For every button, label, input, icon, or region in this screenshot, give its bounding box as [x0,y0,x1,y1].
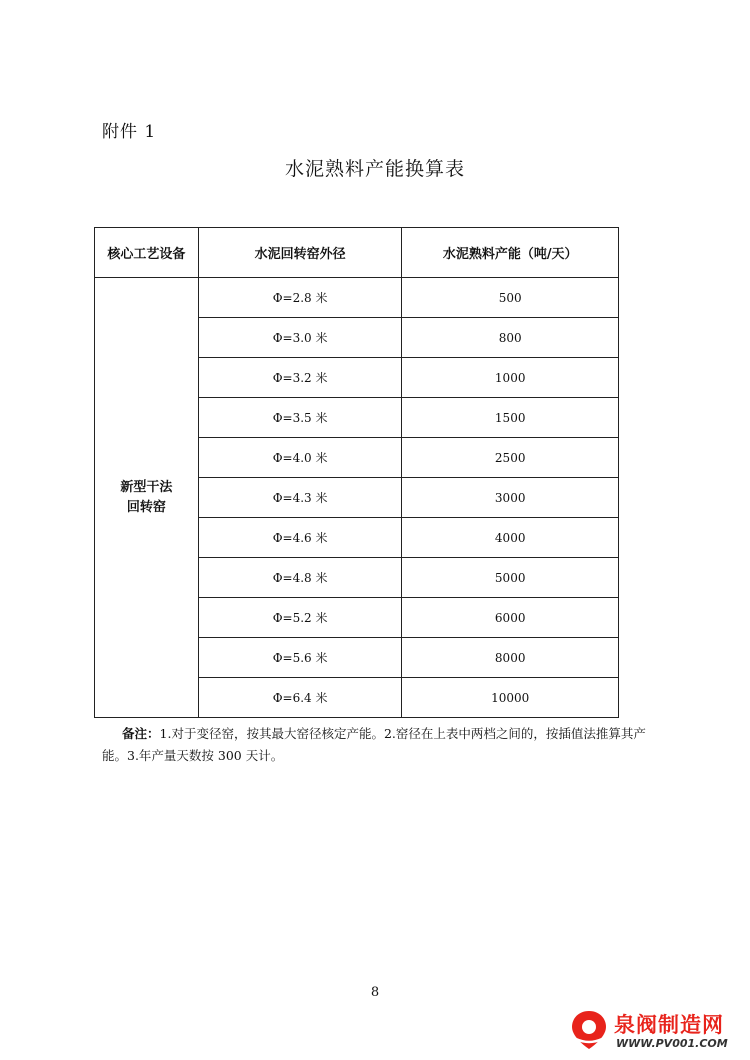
kiln-diameter-cell: Φ=3.2 米 [198,358,402,398]
capacity-cell: 500 [402,278,619,318]
table-body [95,278,619,718]
page-number: 8 [370,985,380,1000]
note-text: 1.对于变径窑，按其最大窑径核定产能。2.窑径在上表中两档之间的，按插值法推算其产能。3.年产量天数按 300 天计。 [102,726,646,763]
capacity-cell: 10000 [402,678,619,718]
capacity-cell: 2500 [402,438,619,478]
note-label: 备注： [122,726,160,741]
kiln-diameter-cell: Φ=3.0 米 [198,318,402,358]
attachment-label: 附件 1 [102,122,157,142]
kiln-diameter-cell: Φ=6.4 米 [198,678,402,718]
kiln-diameter-cell: Φ=4.6 米 [198,518,402,558]
capacity-cell: 1000 [402,358,619,398]
header-equipment: 核心工艺设备 [95,228,199,278]
kiln-diameter-cell: Φ=4.0 米 [198,438,402,478]
kiln-diameter-cell: Φ=5.2 米 [198,598,402,638]
watermark-brand-name: 泉阀制造网 [614,1013,724,1037]
watermark-url: WWW.PV001.COM [616,1037,728,1050]
capacity-cell: 5000 [402,558,619,598]
kiln-diameter-cell: Φ=4.8 米 [198,558,402,598]
kiln-diameter-cell: Φ=3.5 米 [198,398,402,438]
capacity-cell: 800 [402,318,619,358]
equipment-cell [95,278,199,718]
capacity-conversion-table [94,227,619,718]
watermark-pin-icon [568,1009,610,1051]
kiln-diameter-cell: Φ=4.3 米 [198,478,402,518]
equipment-name-line1: 新型干法 [120,479,173,495]
capacity-cell: 1500 [402,398,619,438]
kiln-diameter-cell: Φ=5.6 米 [198,638,402,678]
note-paragraph [102,723,652,767]
table-row [95,278,619,318]
equipment-name-line2: 回转窑 [126,499,166,515]
header-clinker-capacity: 水泥熟料产能（吨/天） [402,228,619,278]
capacity-cell: 4000 [402,518,619,558]
kiln-diameter-cell: Φ=2.8 米 [198,278,402,318]
watermark-logo [568,1007,744,1055]
capacity-cell: 8000 [402,638,619,678]
capacity-cell: 3000 [402,478,619,518]
capacity-cell: 6000 [402,598,619,638]
header-kiln-diameter: 水泥回转窑外径 [198,228,402,278]
document-title: 水泥熟料产能换算表 [284,158,465,180]
table-header-row [95,228,619,278]
